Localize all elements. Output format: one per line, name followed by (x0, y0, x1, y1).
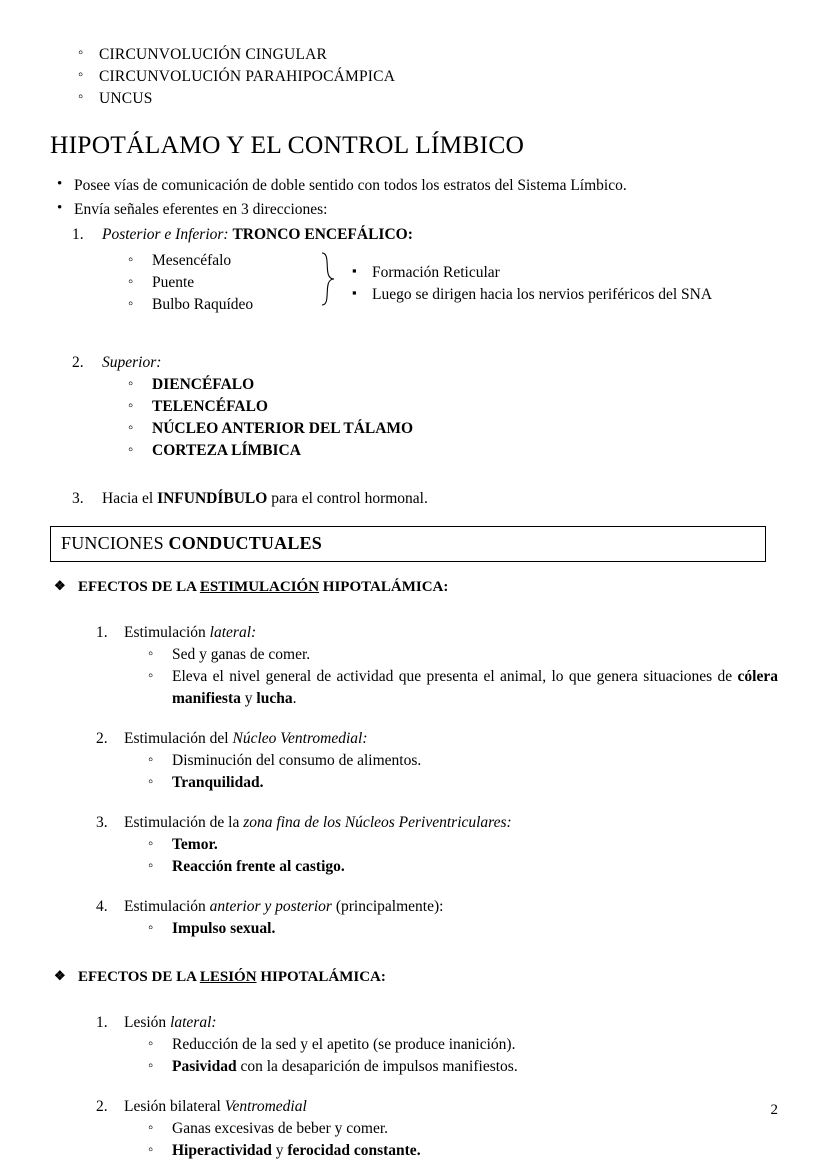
item-text-pre: Estimulación del (124, 730, 233, 747)
list-item-label: Sed y ganas de comer. (172, 646, 311, 663)
item-text-pre: Estimulación (124, 624, 210, 641)
brace-group (50, 250, 788, 316)
list-item (50, 772, 788, 794)
stimulation-heading (50, 576, 788, 598)
lesion-heading-post: HIPOTALÁMICA: (256, 969, 386, 985)
item-text-italic: lateral: (209, 624, 257, 641)
list-item-label-bold: Hiperactividad (172, 1142, 272, 1159)
list-item (50, 750, 788, 772)
item-text-italic: lateral: (170, 1014, 217, 1031)
brace-left-items (50, 250, 350, 316)
direction-2-label-italic: Superior: (102, 354, 162, 371)
item-number: 1. (96, 1014, 108, 1031)
stimulation-heading-pre: EFECTOS DE LA (78, 579, 200, 595)
item-text-pre: Lesión bilateral (124, 1098, 225, 1115)
list-item (50, 272, 350, 294)
list-item (50, 396, 788, 418)
list-item (50, 250, 350, 272)
list-item-label-bold: cólera manifiesta (172, 668, 778, 707)
direction-3-text-post: para el control hormonal. (267, 490, 428, 507)
list-item-label: TELENCÉFALO (152, 398, 268, 415)
item-number: 2. (72, 354, 84, 371)
item-text-italic: Núcleo Ventromedial: (232, 730, 368, 747)
direction-1-label-italic: Posterior e Inferior: (102, 226, 229, 243)
curly-brace-icon (320, 252, 344, 306)
list-item-label: DIENCÉFALO (152, 376, 255, 393)
list-item-label-bold: Impulso sexual. (172, 920, 276, 937)
list-item-label-bold: Pasividad (172, 1058, 241, 1075)
list-item (50, 418, 788, 440)
list-item (50, 44, 788, 65)
list-item-label-bold-2: ferocidad constante. (287, 1142, 421, 1159)
list-item (50, 918, 788, 940)
stimulation-heading-underline: ESTIMULACIÓN (199, 579, 320, 595)
list-item (50, 1118, 788, 1140)
direction-3-text-bold: INFUNDÍBULO (157, 490, 268, 507)
item-text-post: (principalmente): (331, 898, 444, 915)
intro-bullet (50, 198, 788, 221)
document-body (50, 44, 788, 1162)
lesion-item (50, 1096, 788, 1118)
item-number: 1. (96, 624, 108, 641)
item-number: 4. (96, 898, 108, 915)
list-item-label-bold: Tranquilidad. (172, 774, 264, 791)
item-text-pre: Estimulación (124, 898, 210, 915)
intro-bullet-label: Envía señales eferentes en 3 direcciones: (74, 201, 328, 218)
list-item-label: Reducción de la sed y el apetito (se produce inanición). (172, 1036, 516, 1053)
page-number: 2 (770, 1102, 778, 1118)
list-item-label: Formación Reticular (372, 264, 500, 281)
lesion-heading (50, 966, 788, 988)
lesion-heading-underline: LESIÓN (199, 969, 257, 985)
list-item-label: Disminución del consumo de alimentos. (172, 752, 422, 769)
brace-right-items (350, 262, 780, 306)
direction-3 (50, 488, 788, 510)
list-item-label-3: . (292, 690, 297, 707)
stimulation-item (50, 812, 788, 834)
item-number: 2. (96, 1098, 108, 1115)
item-text-italic: zona fina de los Núcleos Periventriculares: (243, 814, 512, 831)
list-item (50, 66, 788, 87)
intro-bullet (50, 174, 788, 197)
item-number: 3. (96, 814, 108, 831)
stimulation-item (50, 728, 788, 750)
list-item-label: CIRCUNVOLUCIÓN PARAHIPOCÁMPICA (99, 68, 396, 85)
list-item (50, 1034, 788, 1056)
list-item-label-bold-2: lucha (256, 690, 293, 707)
section-heading-bold: CONDUCTUALES (168, 533, 322, 553)
list-item-label: NÚCLEO ANTERIOR DEL TÁLAMO (152, 420, 414, 437)
direction-3-text-pre: Hacia el (102, 490, 158, 507)
list-item (50, 856, 788, 878)
list-item (50, 294, 350, 316)
list-item-label: Ganas excesivas de beber y comer. (172, 1120, 389, 1137)
list-item-label-2: con la desaparición de impulsos manifiestos. (240, 1058, 518, 1075)
list-item-label-2: y (271, 1142, 288, 1159)
list-item-label: Puente (152, 274, 195, 291)
list-item (50, 1056, 788, 1078)
item-number: 2. (96, 730, 108, 747)
list-item-label: Mesencéfalo (152, 252, 232, 269)
top-term-list (50, 44, 788, 109)
item-text-italic: anterior y posterior (209, 898, 332, 915)
item-text-pre: Estimulación de la (124, 814, 244, 831)
list-item-label: CIRCUNVOLUCIÓN CINGULAR (99, 46, 328, 63)
list-item-label-bold: Reacción frente al castigo. (172, 858, 345, 875)
list-item-label-bold: Temor. (172, 836, 218, 853)
page-title: HIPOTÁLAMO Y EL CONTROL LÍMBICO (50, 130, 525, 159)
section-heading-box (50, 526, 766, 562)
direction-1-label-bold: TRONCO ENCEFÁLICO: (232, 226, 413, 243)
item-number: 1. (72, 226, 84, 243)
item-text-pre: Lesión (124, 1014, 171, 1031)
list-item (50, 440, 788, 462)
lesion-item (50, 1012, 788, 1034)
list-item-label: Eleva el nivel general de actividad que presenta el animal, lo que genera situaciones de (172, 668, 738, 685)
intro-bullet-label: Posee vías de comunicación de doble sentido con todos los estratos del Sistema Límbico. (74, 177, 627, 194)
item-number: 3. (72, 490, 84, 507)
list-item (50, 88, 788, 109)
section-heading-light: FUNCIONES (61, 533, 169, 553)
list-item-label: Bulbo Raquídeo (152, 296, 254, 313)
list-item-label: UNCUS (99, 90, 153, 107)
list-item-label-2: y (240, 690, 257, 707)
direction-1 (50, 224, 788, 246)
list-item (50, 666, 788, 710)
list-item-label: Luego se dirigen hacia los nervios periféricos del SNA (372, 286, 713, 303)
stimulation-item (50, 896, 788, 918)
list-item-label: CORTEZA LÍMBICA (152, 442, 301, 459)
list-item (350, 284, 780, 306)
lesion-heading-pre: EFECTOS DE LA (78, 969, 200, 985)
list-item (50, 834, 788, 856)
stimulation-heading-post: HIPOTALÁMICA: (319, 579, 449, 595)
stimulation-item (50, 622, 788, 644)
direction-2 (50, 352, 788, 374)
item-text-italic: Ventromedial (224, 1098, 307, 1115)
list-item (50, 644, 788, 666)
list-item (350, 262, 780, 284)
list-item (50, 374, 788, 396)
list-item (50, 1140, 788, 1162)
